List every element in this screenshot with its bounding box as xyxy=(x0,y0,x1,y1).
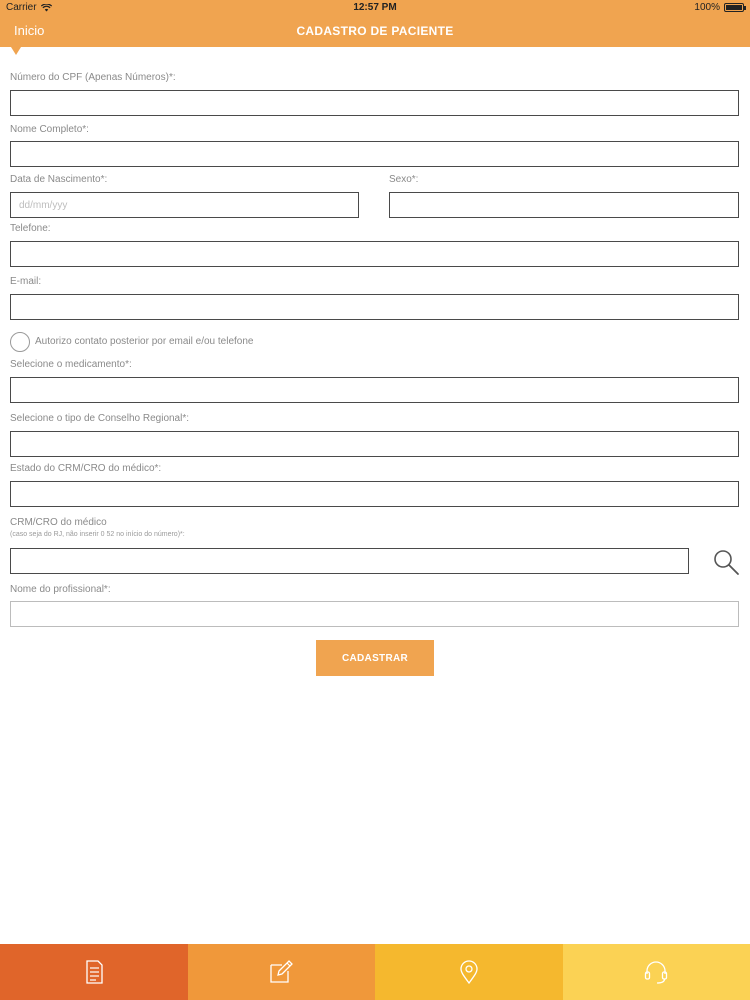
back-button[interactable]: Inicio xyxy=(14,23,45,38)
document-icon xyxy=(81,959,107,985)
navigation-bar xyxy=(0,16,750,47)
crm-state-label: Estado do CRM/CRO do médico*: xyxy=(10,463,162,474)
tab-support[interactable] xyxy=(563,944,750,1000)
council-type-select[interactable] xyxy=(10,431,739,457)
carrier-label: Carrier xyxy=(6,2,37,13)
crm-hint: (caso seja do RJ, não inserir 0 52 no início do número)*: xyxy=(10,531,185,538)
professional-name-input[interactable] xyxy=(10,601,739,627)
council-type-label: Selecione o tipo de Conselho Regional*: xyxy=(10,413,190,424)
nav-pointer-icon xyxy=(11,47,21,55)
battery-status xyxy=(694,2,744,13)
search-icon[interactable] xyxy=(712,548,740,576)
bottom-tab-bar xyxy=(0,944,750,1000)
tab-register[interactable] xyxy=(188,944,376,1000)
phone-label: Telefone: xyxy=(10,223,51,234)
location-pin-icon xyxy=(456,959,482,985)
birth-date-label: Data de Nascimento*: xyxy=(10,174,108,185)
email-input[interactable] xyxy=(10,294,739,320)
register-button[interactable]: CADASTRAR xyxy=(316,640,434,676)
sex-select[interactable] xyxy=(389,192,739,218)
cpf-input[interactable] xyxy=(10,90,739,116)
crm-state-select[interactable] xyxy=(10,481,739,507)
cpf-label: Número do CPF (Apenas Números)*: xyxy=(10,72,176,83)
crm-label: CRM/CRO do médico xyxy=(10,517,107,528)
tab-documents[interactable] xyxy=(0,944,188,1000)
page-title: CADASTRO DE PACIENTE xyxy=(296,24,454,38)
consent-radio[interactable] xyxy=(10,332,30,352)
professional-name-label: Nome do profissional*: xyxy=(10,584,111,595)
full-name-input[interactable] xyxy=(10,141,739,167)
battery-percent: 100% xyxy=(694,2,720,13)
consent-label: Autorizo contato posterior por email e/ou telefone xyxy=(35,336,254,347)
email-label: E-mail: xyxy=(10,276,42,287)
medication-label: Selecione o medicamento*: xyxy=(10,359,132,370)
crm-input[interactable] xyxy=(10,548,689,574)
birth-date-input[interactable] xyxy=(10,192,359,218)
headset-icon xyxy=(643,959,669,985)
battery-icon xyxy=(724,3,744,12)
edit-icon xyxy=(268,959,294,985)
status-time: 12:57 PM xyxy=(353,2,397,13)
sex-label: Sexo*: xyxy=(389,174,419,185)
status-bar xyxy=(0,0,750,16)
full-name-label: Nome Completo*: xyxy=(10,124,89,135)
tab-location[interactable] xyxy=(375,944,563,1000)
phone-input[interactable] xyxy=(10,241,739,267)
medication-select[interactable] xyxy=(10,377,739,403)
